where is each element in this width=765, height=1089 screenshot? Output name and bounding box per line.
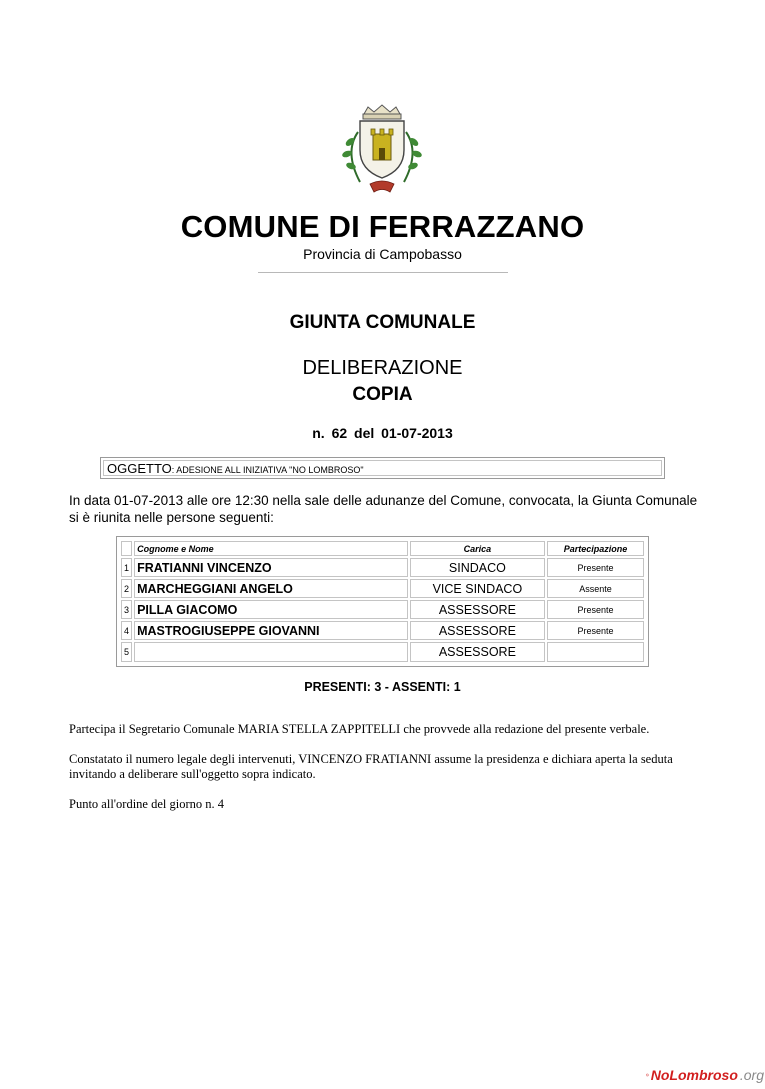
member-role: VICE SINDACO <box>410 579 545 598</box>
document-type: DELIBERAZIONE <box>302 357 463 379</box>
table-row <box>121 600 644 619</box>
row-number: 2 <box>121 579 132 598</box>
table-row <box>121 558 644 577</box>
page-subtitle: Provincia di Campobasso <box>303 246 462 262</box>
member-status: Presente <box>547 558 644 577</box>
member-name: FRATIANNI VINCENZO <box>134 558 408 577</box>
member-name: MARCHEGGIANI ANGELO <box>134 579 408 598</box>
deliberation-number: n. 62 del 01-07-2013 <box>312 425 453 441</box>
header-role: Carica <box>410 541 545 556</box>
intro-paragraph: In data 01-07-2013 alle ore 12:30 nella sale delle adunanze del Comune, convocata, la Giunta Comunale si è riunita nelle persone seguenti: <box>69 493 698 525</box>
watermark-brand: NoLombroso <box>650 1067 738 1083</box>
member-name: MASTROGIUSEPPE GIOVANNI <box>134 621 408 640</box>
member-role: ASSESSORE <box>410 621 545 640</box>
member-name: PILLA GIACOMO <box>134 600 408 619</box>
secretary-paragraph: Partecipa il Segretario Comunale MARIA STELLA ZAPPITELLI che provvede alla redazione del presente verbale. <box>69 722 650 736</box>
header-divider <box>258 272 508 273</box>
watermark-tld: .org <box>739 1067 764 1083</box>
row-number: 5 <box>121 642 132 662</box>
subject-text: : ADESIONE ALL INIZIATIVA "NO LOMBROSO" <box>171 465 364 475</box>
member-role: ASSESSORE <box>410 642 545 662</box>
header-participation: Partecipazione <box>547 541 644 556</box>
member-status: Presente <box>547 621 644 640</box>
member-status <box>547 642 644 662</box>
row-number: 4 <box>121 621 132 640</box>
nolombroso-watermark <box>646 1066 764 1084</box>
member-role: ASSESSORE <box>410 600 545 619</box>
row-number: 1 <box>121 558 132 577</box>
attendance-summary: PRESENTI: 3 - ASSENTI: 1 <box>304 680 461 694</box>
table-row <box>121 642 644 662</box>
subject-label: OGGETTO <box>107 461 172 476</box>
no-sign-icon <box>646 1066 649 1084</box>
member-name <box>134 642 408 662</box>
subject-box-inner <box>103 460 662 476</box>
header-index-cell <box>121 541 132 556</box>
page-title: COMUNE DI FERRAZZANO <box>180 209 585 244</box>
members-table <box>119 539 646 664</box>
subject-box <box>100 457 665 479</box>
table-row <box>121 621 644 640</box>
agenda-item: Punto all'ordine del giorno n. 4 <box>69 797 225 811</box>
municipal-crest-icon <box>330 104 434 196</box>
header-name: Cognome e Nome <box>134 541 408 556</box>
quorum-paragraph: Constatato il numero legale degli intervenuti, VINCENZO FRATIANNI assume la presidenza e dichiara aperta la seduta invitando a deliberare sull'oggetto sopra indicato. <box>69 752 673 781</box>
table-row <box>121 579 644 598</box>
row-number: 3 <box>121 600 132 619</box>
member-status: Presente <box>547 600 644 619</box>
organ-heading: GIUNTA COMUNALE <box>289 312 476 333</box>
table-header-row <box>121 541 644 556</box>
copy-label: COPIA <box>352 384 413 405</box>
member-status: Assente <box>547 579 644 598</box>
member-role: SINDACO <box>410 558 545 577</box>
members-table-frame <box>116 536 649 667</box>
